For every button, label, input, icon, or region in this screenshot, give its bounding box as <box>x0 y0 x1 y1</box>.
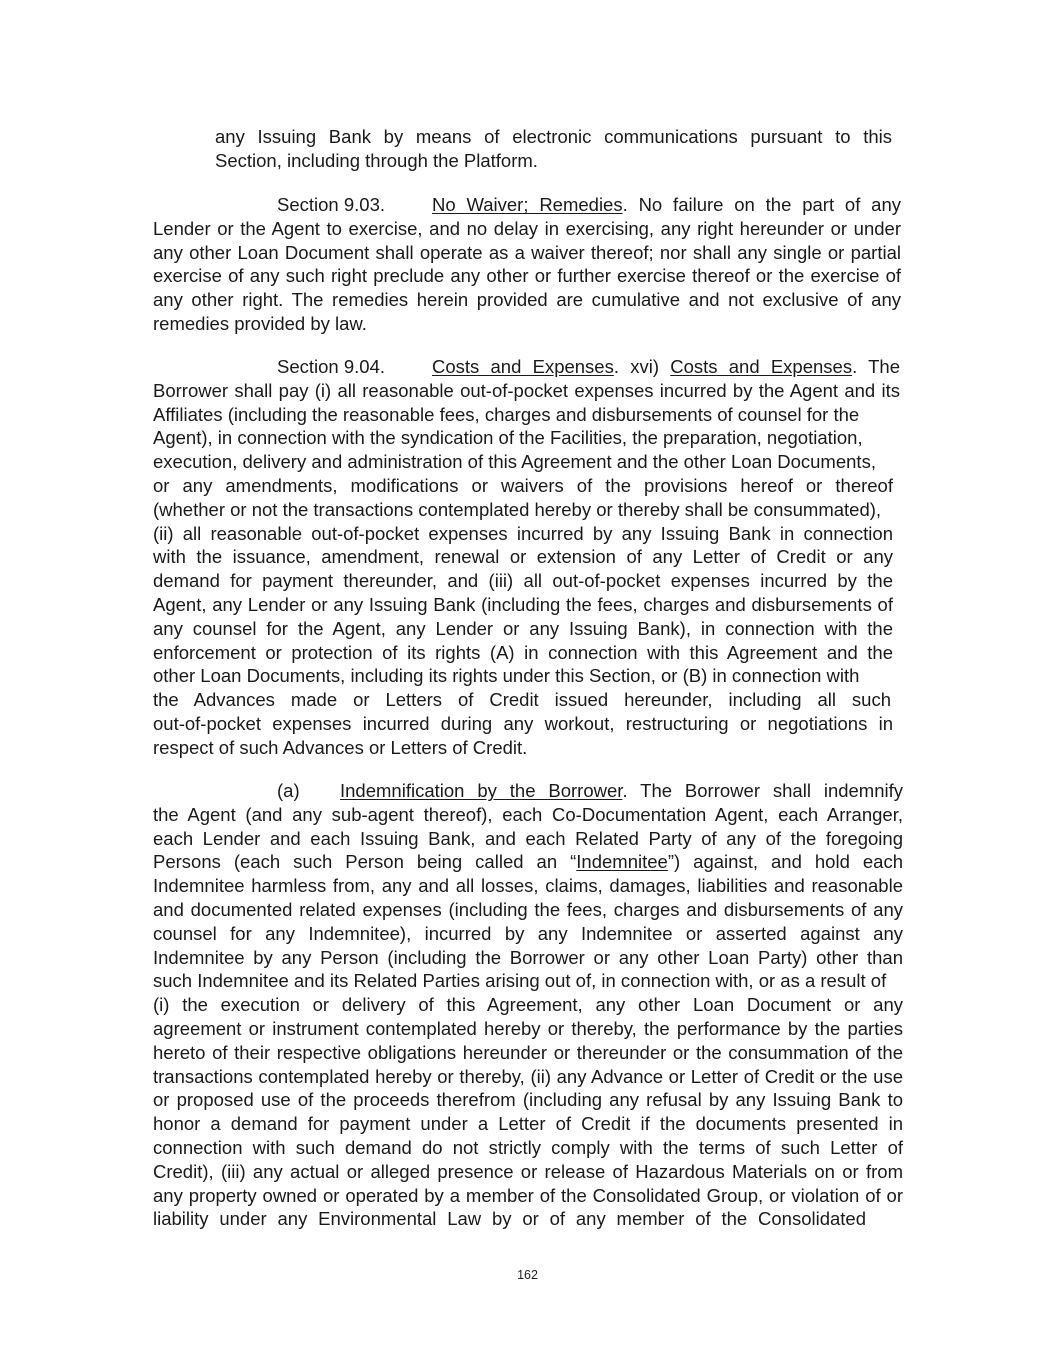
text-line: (whether or not the transactions contemplated hereby or thereby shall be consummated), <box>153 498 882 520</box>
text-line: . xvi) <box>613 356 659 377</box>
section-heading-rest <box>432 193 901 217</box>
text-line: Credit), (iii) any actual or alleged presence or release of Hazardous Materials on or from <box>153 1160 903 1182</box>
text-line: any other right. The remedies herein provided are cumulative and not exclusive of any <box>153 289 901 311</box>
section-9-03 <box>153 193 901 336</box>
text-line: such Indemnitee and its Related Parties arising out of, in connection with, or as a result of <box>153 970 887 992</box>
text-line: transactions contemplated hereby or thereby, (ii) any Advance or Letter of Credit or the use <box>153 1065 903 1087</box>
subsection-label: (a) <box>277 780 300 801</box>
section-heading-rest <box>432 355 900 379</box>
section-heading-line <box>153 193 901 217</box>
section-heading: Costs and Expenses <box>432 356 614 377</box>
text-line: any other Loan Document shall operate as a waiver thereof; nor shall any single or partial <box>153 241 901 263</box>
text-line: Agent, any Lender or any Issuing Bank (including the fees, charges and disbursements of <box>153 593 893 615</box>
text-line: Lender or the Agent to exercise, and no delay in exercising, any right hereunder or under <box>153 217 901 239</box>
section-9-04 <box>153 355 900 760</box>
text-line: Section, including through the Platform. <box>215 149 538 171</box>
text-line: any Issuing Bank by means of electronic communications pursuant to this <box>215 126 892 147</box>
text-line: exercise of any such right preclude any other or further exercise thereof or the exercise of <box>153 265 901 287</box>
text-line: other Loan Documents, including its rights under this Section, or (B) in connection with <box>153 665 860 687</box>
text-line: respect of such Advances or Letters of Credit. <box>153 736 528 758</box>
text-line: . The Borrower shall indemnify <box>622 780 904 801</box>
text-line: with the issuance, amendment, renewal or extension of any Letter of Credit or any <box>153 546 893 568</box>
text-line: execution, delivery and administration of this Agreement and the other Loan Documents, <box>153 451 876 473</box>
text-line: (i) the execution or delivery of this Agreement, any other Loan Document or any <box>153 994 903 1016</box>
text-line: Agent), in connection with the syndication of the Facilities, the preparation, negotiation, <box>153 427 863 449</box>
text-line: agreement or instrument contemplated hereby or thereby, the performance by the parties <box>153 1017 903 1039</box>
text-line: remedies provided by law. <box>153 312 367 334</box>
text-line: connection with such demand do not strictly comply with the terms of such Letter of <box>153 1136 903 1158</box>
page-number: 162 <box>517 1268 538 1282</box>
definition-line <box>153 850 903 874</box>
text-line: Persons (each such Person being called an “ <box>153 851 577 873</box>
text-line: counsel for any Indemnitee), incurred by any Indemnitee or asserted against any <box>153 922 903 944</box>
section-heading-line <box>153 355 900 379</box>
defined-term: Indemnitee <box>576 851 668 873</box>
text-line: or any amendments, modifications or waivers of the provisions hereof or thereof <box>153 474 893 496</box>
subsection-a <box>153 779 903 1231</box>
section-number: Section 9.04. <box>277 356 385 377</box>
text-line: demand for payment thereunder, and (iii) all out-of-pocket expenses incurred by the <box>153 570 893 592</box>
text-line: the Advances made or Letters of Credit issued hereunder, including all such <box>153 689 891 711</box>
text-line: . The <box>852 356 901 377</box>
text-line: the Agent (and any sub-agent thereof), each Co-Documentation Agent, each Arranger, <box>153 803 903 825</box>
text-line: each Lender and each Issuing Bank, and each Related Party of any of the foregoing <box>153 827 903 849</box>
subsection-heading: Costs and Expenses <box>670 356 853 377</box>
text-line: honor a demand for payment under a Letter of Credit if the documents presented in <box>153 1113 903 1135</box>
section-heading: Indemnification by the Borrower <box>340 780 623 801</box>
section-heading-line <box>153 779 903 803</box>
text-line: out-of-pocket expenses incurred during any workout, restructuring or negotiations in <box>153 712 893 734</box>
text-line: hereto of their respective obligations hereunder or thereunder or the consummation of the <box>153 1041 903 1063</box>
text-line: ”) against, and hold each <box>667 851 903 873</box>
text-line: any counsel for the Agent, any Lender or any Issuing Bank), in connection with the <box>153 617 893 639</box>
text-line: Indemnitee by any Person (including the Borrower or any other Loan Party) other than <box>153 946 903 968</box>
section-heading-rest <box>340 779 903 803</box>
text-line: or proposed use of the proceeds therefrom (including any refusal by any Issuing Bank to <box>153 1089 903 1111</box>
text-line: enforcement or protection of its rights (A) in connection with this Agreement and the <box>153 641 893 663</box>
section-heading: No Waiver; Remedies <box>432 194 623 215</box>
text-line: Indemnitee harmless from, any and all losses, claims, damages, liabilities and reasonable <box>153 875 903 897</box>
text-line: Affiliates (including the reasonable fees, charges and disbursements of counsel for the <box>153 403 860 425</box>
text-line: . No failure on the part of any <box>622 194 901 215</box>
text-line: any property owned or operated by a member of the Consolidated Group, or violation of or <box>153 1184 903 1206</box>
section-number: Section 9.03. <box>277 194 385 215</box>
text-line: (ii) all reasonable out-of-pocket expenses incurred by any Issuing Bank in connection <box>153 522 893 544</box>
text-line: Borrower shall pay (i) all reasonable out-of-pocket expenses incurred by the Agent and its <box>153 379 900 401</box>
text-line: and documented related expenses (including the fees, charges and disbursements of any <box>153 898 903 920</box>
carryover-paragraph <box>215 125 892 173</box>
text-line: liability under any Environmental Law by or of any member of the Consolidated <box>153 1208 866 1230</box>
